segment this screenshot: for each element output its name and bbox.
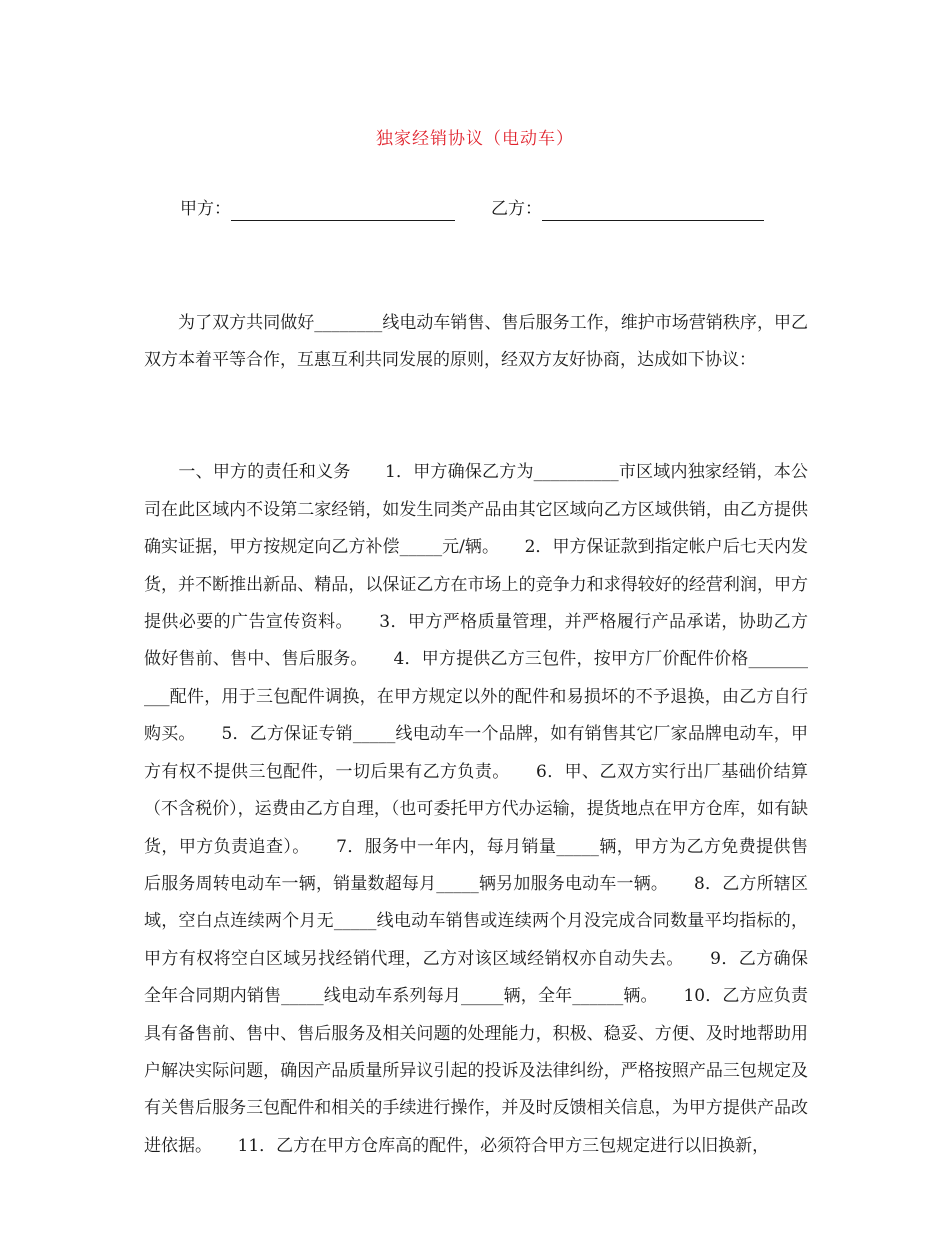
party-b-blank — [542, 202, 764, 221]
party-b-label: 乙方： — [491, 199, 542, 219]
party-a-obligations-paragraph: 一、甲方的责任和义务 1．甲方确保乙方为__________市区域内独家经销，本公司在此区域内不设第二家经销，如发生同类产品由其它区域向乙方区域供销，由乙方提供确实证据，甲方按规定向乙方补偿_____元/辆。 2．甲方保证款到指定帐户后七天内发货，并不断推出新品、精品，以保证乙方在市场上的竞争力和求得较好的经营利润，甲方提供必要的广告宣传资料。 3．甲方严格质量管理，并严格履行产品承诺，协助乙方做好售前、售中、售后服务。 4．甲方提供乙方三包件，按甲方厂价配件价格__________配件，用于三包配件调换，在甲方规定以外的配件和易损坏的不予退换，由乙方自行购买。 5．乙方保证专销_____线电动车一个品牌，如有销售其它厂家品牌电动车，甲方有权不提供三包配件，一切后果有乙方负责。 6．甲、乙双方实行出厂基础价结算（不含税价），运费由乙方自理，（也可委托甲方代办运输，提货地点在甲方仓库，如有缺货，甲方负责追查）。 7．服务中一年内，每月销量_____辆，甲方为乙方免费提供售后服务周转电动车一辆，销量数超每月_____辆另加服务电动车一辆。 8．乙方所辖区域，空白点连续两个月无_____线电动车销售或连续两个月没完成合同数量平均指标的，甲方有权将空白区域另找经销代理，乙方对该区域经销权亦自动失去。 9．乙方确保全年合同期内销售_____线电动车系列每月_____辆，全年______辆。 10．乙方应负责具有备售前、售中、售后服务及相关问题的处理能力，积极、稳妥、方便、及时地帮助用户解决实际问题，确因产品质量所异议引起的投诉及法律纠纷，严格按照产品三包规定及有关售后服务三包配件和相关的手续进行操作，并及时反馈相关信息，为甲方提供产品改进依据。 11．乙方在甲方仓库高的配件，必须符合甲方三包规定进行以旧换新， — [144, 462, 808, 1156]
party-a-blank — [231, 202, 455, 221]
party-line — [180, 197, 764, 221]
document-title: 独家经销协议（电动车） — [376, 129, 574, 149]
agreement-body — [144, 230, 808, 1240]
intro-paragraph: 为了双方共同做好________线电动车销售、售后服务工作，维护市场营销秩序，甲乙双方本着平等合作，互惠互利共同发展的原则，经双方友好协商，达成如下协议： — [144, 312, 808, 371]
party-a-label: 甲方： — [180, 199, 231, 219]
